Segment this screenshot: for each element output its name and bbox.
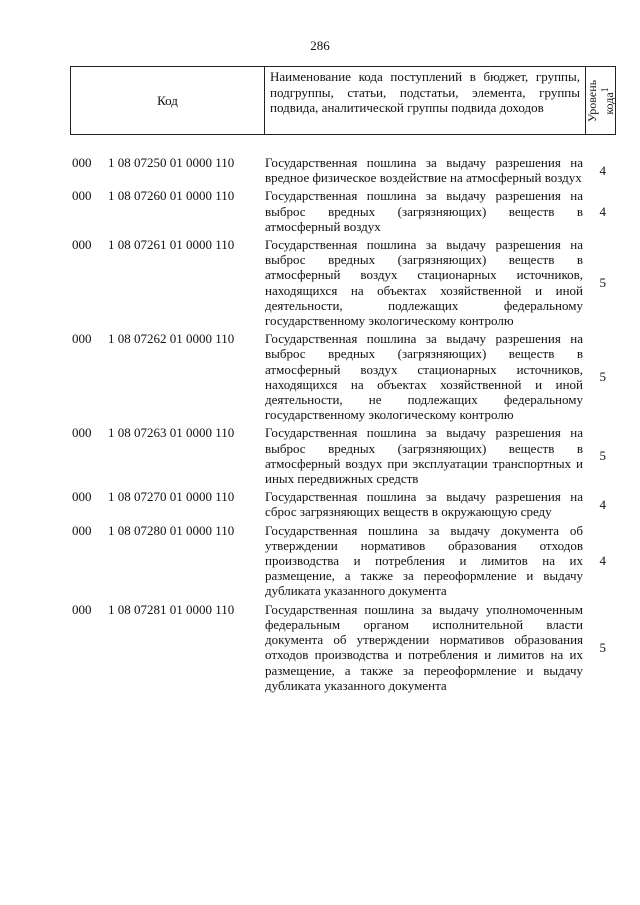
row-level: 4 (599, 496, 606, 512)
header-name-label: Наименование кода поступлений в бюджет, группы, подгруппы, статьи, подстатьи, элемента, группы подвида, аналитической группы подвида доходов (270, 69, 580, 115)
header-level-label (586, 79, 616, 121)
row-code: 1 08 07263 01 0000 110 (108, 425, 235, 441)
row-code: 1 08 07270 01 0000 110 (108, 489, 235, 505)
row-code: 1 08 07260 01 0000 110 (108, 188, 235, 204)
row-name: Государственная пошлина за выдачу документа об утверждении нормативов образования отходов производства и потребления и лимитов на их размещение, а также за переоформление и выдачу дубликата указанного документа (265, 522, 583, 599)
row-prefix: 000 (72, 425, 92, 441)
table-row (72, 237, 616, 328)
row-name: Государственная пошлина за выдачу разрешения на выброс вредных (загрязняющих) веществ в атмосферный воздух стационарных источников, находящихся на объектах хозяйственной и иной деятельности, не подлежащих федеральному государственному экологическому контролю (265, 331, 583, 423)
table-row (72, 331, 616, 422)
row-name: Государственная пошлина за выдачу разрешения на выброс вредных (загрязняющих) веществ в атмосферный воздух (265, 188, 583, 234)
header-level-footnote: 1 (599, 86, 611, 92)
row-code: 1 08 07262 01 0000 110 (108, 331, 235, 347)
row-prefix: 000 (72, 188, 92, 204)
table-row (72, 188, 616, 234)
row-name: Государственная пошлина за выдачу разрешения на выброс вредных (загрязняющих) веществ в атмосферный воздух при эксплуатации транспортных и иных передвижных средств (265, 425, 583, 487)
row-level: 5 (599, 448, 606, 464)
row-level: 5 (599, 639, 606, 655)
row-code: 1 08 07281 01 0000 110 (108, 601, 235, 617)
row-prefix: 000 (72, 489, 92, 505)
header-name-cell (265, 67, 586, 134)
row-code: 1 08 07250 01 0000 110 (108, 155, 235, 170)
table-row (72, 425, 616, 486)
header-level-line2: кода (601, 91, 616, 115)
row-name: Государственная пошлина за выдачу разрешения на вредное физическое воздействие на атмосферный воздух (265, 155, 583, 186)
row-prefix: 000 (72, 237, 92, 253)
table-row (72, 155, 616, 185)
row-level: 4 (599, 162, 606, 178)
page-number: 286 (310, 38, 330, 53)
table-row (72, 523, 616, 599)
row-name: Государственная пошлина за выдачу разрешения на сброс загрязняющих веществ в окружающую среду (265, 489, 583, 520)
row-name: Государственная пошлина за выдачу разрешения на выброс вредных (загрязняющих) веществ в атмосферный воздух стационарных источников, находящихся на объектах хозяйственной и иной деятельности, подлежащих федеральному государственному экологическому контролю (265, 237, 583, 329)
row-prefix: 000 (72, 331, 92, 347)
row-level: 5 (599, 275, 606, 291)
header-level-cell (586, 67, 615, 134)
row-level: 5 (599, 369, 606, 385)
table-row (72, 602, 616, 693)
header-level-line1: Уровень (584, 79, 599, 122)
code-list (72, 155, 616, 696)
row-prefix: 000 (72, 522, 92, 538)
row-level: 4 (599, 203, 606, 219)
table-row (72, 489, 616, 519)
row-code: 1 08 07280 01 0000 110 (108, 522, 235, 538)
header-code-cell (71, 67, 265, 134)
header-code-label: Код (157, 92, 178, 108)
row-name: Государственная пошлина за выдачу уполномоченным федеральным органом исполнительной власти документа об утверждении нормативов образования отходов производства и потребления и лимитов на их размещение, а также за переоформление и выдачу дубликата указанного документа (265, 601, 583, 693)
row-prefix: 000 (72, 155, 92, 170)
row-prefix: 000 (72, 601, 92, 617)
row-level: 4 (599, 553, 606, 569)
table-header (70, 66, 616, 135)
row-code: 1 08 07261 01 0000 110 (108, 237, 235, 253)
